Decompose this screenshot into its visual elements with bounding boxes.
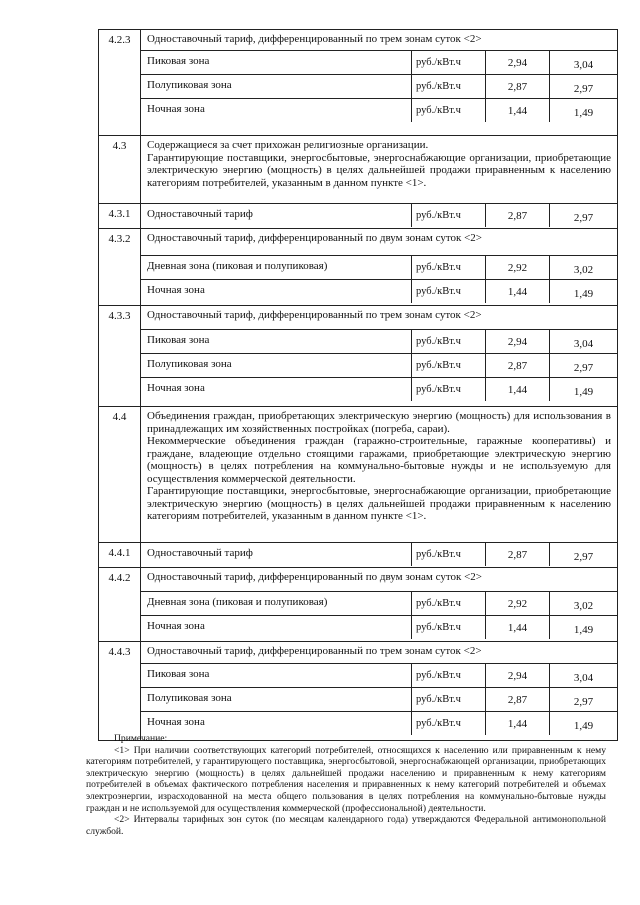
value-1: 2,94 bbox=[485, 51, 549, 74]
sub-row bbox=[141, 98, 617, 122]
row-number: 4.4.3 bbox=[99, 642, 141, 740]
table-row bbox=[98, 567, 618, 641]
value-1: 1,44 bbox=[485, 712, 549, 735]
unit: руб./кВт.ч bbox=[411, 204, 485, 227]
value-1: 2,87 bbox=[485, 204, 549, 227]
row-title: Одноставочный тариф, дифференцированный по трем зонам суток <2> bbox=[147, 645, 482, 657]
zone-label: Полупиковая зона bbox=[147, 692, 232, 704]
sub-row bbox=[141, 353, 617, 377]
sub-row bbox=[141, 687, 617, 711]
unit: руб./кВт.ч bbox=[411, 664, 485, 687]
unit: руб./кВт.ч bbox=[411, 256, 485, 279]
unit: руб./кВт.ч bbox=[411, 592, 485, 615]
zone-label: Пиковая зона bbox=[147, 668, 210, 680]
sub-row bbox=[141, 591, 617, 615]
row-title: Одноставочный тариф, дифференцированный по двум зонам суток <2> bbox=[147, 571, 482, 583]
unit: руб./кВт.ч bbox=[411, 99, 485, 122]
zone-label: Дневная зона (пиковая и полупиковая) bbox=[147, 260, 328, 272]
value-1: 2,87 bbox=[485, 75, 549, 98]
tariff-label: Одноставочный тариф bbox=[147, 547, 253, 559]
row-number: 4.3.1 bbox=[99, 204, 141, 228]
row-number: 4.4.2 bbox=[99, 568, 141, 641]
footnotes-heading: Примечание: bbox=[114, 733, 168, 744]
zone-label: Ночная зона bbox=[147, 620, 205, 632]
value-2: 1,49 bbox=[549, 616, 617, 639]
row-number: 4.3.2 bbox=[99, 229, 141, 305]
zone-label: Пиковая зона bbox=[147, 55, 210, 67]
value-1: 1,44 bbox=[485, 378, 549, 401]
zone-label: Дневная зона (пиковая и полупиковая) bbox=[147, 596, 328, 608]
value-2: 3,04 bbox=[549, 664, 617, 687]
zone-label: Ночная зона bbox=[147, 716, 205, 728]
unit: руб./кВт.ч bbox=[411, 280, 485, 303]
table-row bbox=[98, 203, 618, 228]
zone-label: Ночная зона bbox=[147, 103, 205, 115]
zone-label: Полупиковая зона bbox=[147, 358, 232, 370]
footnote-2: <2> Интервалы тарифных зон суток (по месяцам календарного года) утверждаются Федеральной антимонопольной службой. bbox=[86, 814, 606, 837]
zone-label: Полупиковая зона bbox=[147, 79, 232, 91]
table-row bbox=[98, 406, 618, 542]
sub-row bbox=[141, 329, 617, 353]
row-title: Одноставочный тариф, дифференцированный по трем зонам суток <2> bbox=[147, 33, 482, 45]
table-row bbox=[98, 135, 618, 203]
sub-row bbox=[141, 711, 617, 735]
sub-row bbox=[141, 615, 617, 639]
row-title: Одноставочный тариф, дифференцированный по двум зонам суток <2> bbox=[147, 232, 482, 244]
row-number: 4.2.3 bbox=[99, 30, 141, 135]
value-1: 1,44 bbox=[485, 99, 549, 122]
value-2: 1,49 bbox=[549, 99, 617, 122]
value-2: 1,49 bbox=[549, 280, 617, 303]
value-1: 2,94 bbox=[485, 330, 549, 353]
value-2: 2,97 bbox=[549, 75, 617, 98]
unit: руб./кВт.ч bbox=[411, 330, 485, 353]
value-2: 2,97 bbox=[549, 354, 617, 377]
row-number: 4.4 bbox=[99, 407, 141, 542]
sub-row bbox=[141, 543, 617, 566]
value-2: 1,49 bbox=[549, 712, 617, 735]
row-number: 4.4.1 bbox=[99, 543, 141, 567]
row-text: Гарантирующие поставщики, энергосбытовые, энергоснабжающие организации, приобретающие электрическую энергию (мощность) в целях дальнейшей продажи приравненным к населению категориям потребителей, указанным в данном пункте <1>. bbox=[147, 485, 611, 522]
value-1: 2,87 bbox=[485, 543, 549, 566]
value-2: 3,02 bbox=[549, 592, 617, 615]
zone-label: Ночная зона bbox=[147, 284, 205, 296]
value-2: 1,49 bbox=[549, 378, 617, 401]
zone-label: Ночная зона bbox=[147, 382, 205, 394]
sub-row bbox=[141, 50, 617, 74]
footnotes bbox=[86, 733, 606, 837]
unit: руб./кВт.ч bbox=[411, 51, 485, 74]
row-number: 4.3 bbox=[99, 136, 141, 203]
row-text: Объединения граждан, приобретающих электрическую энергию (мощность) для использования в принадлежащих им хозяйственных постройках (погреба, сараи). bbox=[147, 410, 611, 435]
value-1: 1,44 bbox=[485, 616, 549, 639]
value-2: 3,04 bbox=[549, 51, 617, 74]
unit: руб./кВт.ч bbox=[411, 75, 485, 98]
row-text: Некоммерческие объединения граждан (гаражно-строительные, гаражные кооперативы) и граждане, владеющие отдельно стоящими гаражами, приобретающие электрическую энергию (мощность) в целях потребления на коммунально-бытовые нужды и не используемую для осуществления коммерческой деятельности. bbox=[147, 435, 611, 485]
value-2: 3,02 bbox=[549, 256, 617, 279]
value-2: 2,97 bbox=[549, 543, 617, 566]
value-2: 2,97 bbox=[549, 204, 617, 227]
sub-row bbox=[141, 279, 617, 303]
sub-row bbox=[141, 377, 617, 401]
sub-row bbox=[141, 663, 617, 687]
unit: руб./кВт.ч bbox=[411, 688, 485, 711]
sub-row bbox=[141, 74, 617, 98]
tariff-table bbox=[98, 29, 618, 741]
unit: руб./кВт.ч bbox=[411, 354, 485, 377]
table-row bbox=[98, 29, 618, 135]
value-2: 2,97 bbox=[549, 688, 617, 711]
value-1: 2,87 bbox=[485, 688, 549, 711]
value-1: 2,92 bbox=[485, 592, 549, 615]
sub-row bbox=[141, 204, 617, 227]
row-number: 4.3.3 bbox=[99, 306, 141, 406]
table-row bbox=[98, 305, 618, 406]
value-1: 2,87 bbox=[485, 354, 549, 377]
table-row bbox=[98, 641, 618, 741]
zone-label: Пиковая зона bbox=[147, 334, 210, 346]
unit: руб./кВт.ч bbox=[411, 378, 485, 401]
unit: руб./кВт.ч bbox=[411, 543, 485, 566]
table-row bbox=[98, 542, 618, 567]
row-text: Содержащиеся за счет прихожан религиозные организации. Гарантирующие поставщики, энергосбытовые, энергоснабжающие организации, приобретающие электрическую энергию (мощность) в целях дальнейшей продажи приравненным к населению категориям потребителей, указанным в данном пункте <1>. bbox=[147, 139, 611, 189]
value-1: 2,92 bbox=[485, 256, 549, 279]
tariff-label: Одноставочный тариф bbox=[147, 208, 253, 220]
value-1: 1,44 bbox=[485, 280, 549, 303]
table-row bbox=[98, 228, 618, 305]
row-title: Одноставочный тариф, дифференцированный по трем зонам суток <2> bbox=[147, 309, 482, 321]
unit: руб./кВт.ч bbox=[411, 616, 485, 639]
footnote-1: <1> При наличии соответствующих категорий потребителей, относящихся к населению или приравненным к нему категориям потребителей, у гарантирующего поставщика, энергосбытовой, энергоснабжающей организации, приобретающих электрическую энергию (мощность) в целях дальнейшей продажи населению и приравненным к нему категориям потребителей в объемах фактического потребления населения и приравненных к нему категорий потребителей и объемах электроэнергии, израсходованной на места общего пользования в целях потребления на коммунально-бытовые нужды граждан и не используемой для осуществления коммерческой (профессиональной) деятельности. bbox=[86, 744, 606, 814]
value-2: 3,04 bbox=[549, 330, 617, 353]
value-1: 2,94 bbox=[485, 664, 549, 687]
sub-row bbox=[141, 255, 617, 279]
unit: руб./кВт.ч bbox=[411, 712, 485, 735]
